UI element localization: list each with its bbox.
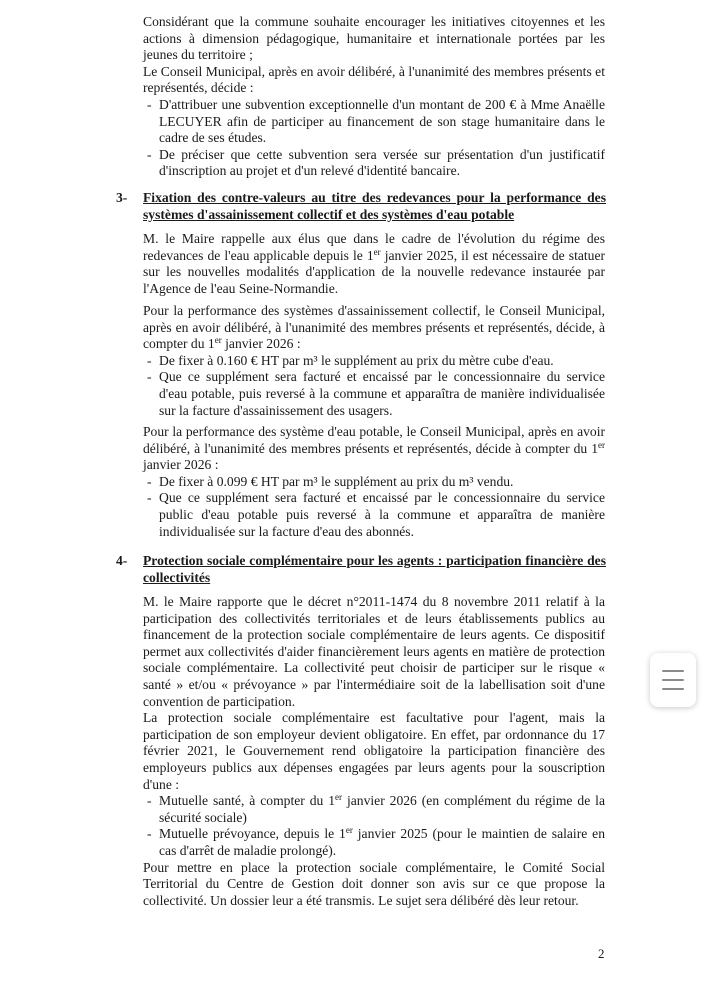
list-item: - Que ce supplément sera facturé et encaissé par le concessionnaire du service public d'eau potable puis reversé à la commune et apparaîtra de manière individualisée sur la facture d'eau des abonnés. — [147, 490, 605, 539]
section-4-paragraph-3: Pour mettre en place la protection sociale complémentaire, le Comité Social Territorial du Centre de Gestion doit donner son avis sur ce que propose la collectivité. Un dossier leur a été transmis. Le sujet sera délibéré dès leur retour. — [143, 859, 605, 908]
section-4-heading — [116, 553, 606, 586]
section-number: 4- — [116, 553, 128, 568]
section-4-paragraph-2: La protection sociale complémentaire est facultative pour l'agent, mais la participation de son employeur devient obligatoire. En effet, par ordonnance du 17 février 2021, le Gouvernement rend obligatoire la participation financière des employeurs publics aux dépenses engagées par leurs agents pour la souscription d'une : — [143, 710, 605, 792]
list-item: - Mutuelle prévoyance, depuis le 1er janvier 2025 (pour le maintien de salaire en cas d'arrêt de maladie prolongé). — [147, 825, 605, 858]
section-3-assainissement-block: Pour la performance des systèmes d'assainissement collectif, le Conseil Municipal, après en avoir délibéré, à l'unanimité des membres présents et représentés, décide, à compter du 1er janvier 2026 : - De fixer à 0.160 € HT par m³ le supplément au prix du mètre cube d'eau. - Que ce supplément sera facturé et encaissé par le concessionnaire du service d'eau potable, puis reversé à la commune et apparaîtra de manière individualisée sur la facture d'assainissement des usagers. — [143, 303, 605, 418]
list-item: - Mutuelle santé, à compter du 1er janvier 2026 (en complément du régime de la sécurité sociale) — [147, 792, 605, 825]
assainissement-decision-list — [143, 353, 605, 419]
section-3-eau-potable-block: Pour la performance des système d'eau potable, le Conseil Municipal, après en avoir délibéré, à l'unanimité des membres présents et représentés, décide à compter du 1er janvier 2026 : - De fixer à 0.099 € HT par m³ le supplément au prix du m³ vendu. - Que ce supplément sera facturé et encaissé par le concessionnaire du service public d'eau potable puis reversé à la commune et apparaîtra de manière individualisée sur la facture d'eau des abonnés. — [143, 424, 605, 539]
list-item: - De fixer à 0.160 € HT par m³ le supplément au prix du mètre cube d'eau. — [147, 352, 554, 368]
list-item: - De fixer à 0.099 € HT par m³ le supplément au prix du m³ vendu. — [147, 473, 514, 489]
section-3-heading — [116, 190, 606, 223]
section-number: 3- — [116, 190, 128, 205]
decision-paragraph: Le Conseil Municipal, après en avoir délibéré, à l'unanimité des membres présents et représentés, décide : — [143, 63, 605, 96]
eau-potable-decision-list — [143, 474, 605, 540]
list-item: - Que ce supplément sera facturé et encaissé par le concessionnaire du service d'eau potable, puis reversé à la commune et apparaîtra de manière individualisée sur la facture d'assainissement des usagers. — [147, 369, 605, 418]
section-title: Fixation des contre-valeurs au titre des redevances pour la performance des systèmes d'assainissement collectif et des systèmes d'eau potable — [143, 190, 606, 222]
list-item: - D'attribuer une subvention exceptionnelle d'un montant de 200 € à Mme Anaëlle LECUYER afin de participer au financement de son stage humanitaire dans le cadre de ses études. — [147, 96, 605, 146]
section-4-paragraph-1: M. le Maire rapporte que le décret n°2011-1474 du 8 novembre 2011 relatif à la participation des collectivités territoriales et de leurs établissements publics au financement de la protection sociale complémentaire de leurs agents. Ce dispositif permet aux collectivités d'aider financièrement leurs agents en matière de protection sociale complémentaire. La collectivité peut choisir de participer sur le risque « santé » et/ou « prévoyance » par l'intermédiaire soit de la labellisation soit d'une convention de participation. — [143, 594, 605, 709]
list-item: - De préciser que cette subvention sera versée sur présentation d'un justificatif d'inscription au projet et d'un relevé d'identité bancaire. — [147, 146, 605, 179]
intro-block — [143, 14, 605, 180]
section-title: Protection sociale complémentaire pour les agents : participation financière des collectivités — [143, 553, 606, 585]
side-menu-button[interactable] — [650, 653, 696, 707]
intro-paragraph: Considérant que la commune souhaite encourager les initiatives citoyennes et les actions à dimension pédagogique, humanitaire et internationale portées par les jeunes du territoire ; — [143, 14, 605, 63]
intro-decision-list — [143, 97, 605, 180]
section-4-body — [143, 594, 605, 909]
page-number: 2 — [598, 946, 605, 961]
section-3-paragraph-1: M. le Maire rappelle aux élus que dans le cadre de l'évolution du régime des redevances de l'eau applicable depuis le 1er janvier 2025, il est nécessaire de statuer sur les nouvelles modalités d'application de la nouvelle redevance instaurée par l'Agence de l'eau Seine-Normandie. — [143, 231, 606, 296]
mutuelle-list — [143, 793, 605, 859]
